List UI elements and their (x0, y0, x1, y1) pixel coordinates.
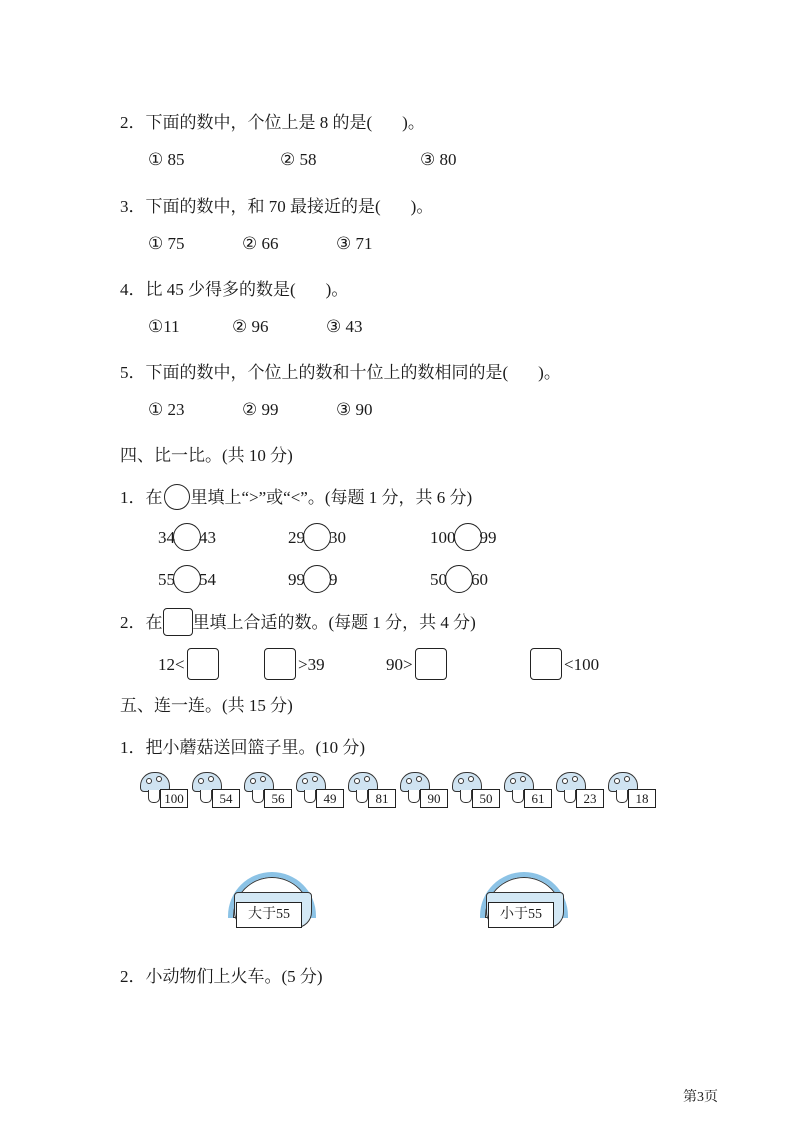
fill-answer-box[interactable] (530, 648, 562, 680)
section-4-part-2: 2．在 里填上合适的数。(每题 1 分，共 4 分) (120, 608, 476, 638)
mushroom-label: 18 (628, 789, 656, 808)
q4-option-3[interactable]: ③ 43 (326, 317, 363, 336)
section-5-part-2: 2．小动物们上火车。(5 分) (120, 967, 323, 986)
page-number: 第3页 (683, 1090, 718, 1105)
mushroom-label: 100 (160, 789, 188, 808)
q4-option-1[interactable]: ①11 (148, 317, 180, 336)
mushroom[interactable] (606, 770, 658, 810)
q2-option-3[interactable]: ③ 80 (420, 150, 457, 169)
mushroom-label: 81 (368, 789, 396, 808)
mushroom-row (138, 770, 662, 810)
compare-item: 50 60 (430, 567, 488, 595)
compare-item: 99 9 (288, 567, 338, 595)
basket-label: 大于55 (236, 902, 302, 928)
compare-item: 55 54 (158, 567, 216, 595)
q5-option-3[interactable]: ③ 90 (336, 400, 373, 419)
mushroom-label: 56 (264, 789, 292, 808)
question-3: 3．下面的数中，和 70 最接近的是( )。 (120, 197, 434, 216)
q4-option-2[interactable]: ② 96 (232, 317, 269, 336)
section-5-part-1: 1．把小蘑菇送回篮子里。(10 分) (120, 738, 366, 757)
compare-answer-circle[interactable] (454, 523, 482, 551)
mushroom-label: 50 (472, 789, 500, 808)
compare-item: 34 43 (158, 525, 216, 553)
q2-option-2[interactable]: ② 58 (280, 150, 317, 169)
fill-item: >39 (262, 650, 325, 682)
compare-answer-circle[interactable] (173, 565, 201, 593)
compare-item: 29 30 (288, 525, 346, 553)
q2-option-1[interactable]: ① 85 (148, 150, 185, 169)
q3-option-2[interactable]: ② 66 (242, 234, 279, 253)
fill-item: 90> (386, 650, 449, 682)
question-5: 5．下面的数中，个位上的数和十位上的数相同的是( )。 (120, 363, 561, 382)
mushroom-label: 49 (316, 789, 344, 808)
mushroom[interactable] (398, 770, 450, 810)
circle-icon (164, 484, 190, 510)
q3-option-1[interactable]: ① 75 (148, 234, 185, 253)
mushroom[interactable] (554, 770, 606, 810)
q5-option-2[interactable]: ② 99 (242, 400, 279, 419)
compare-answer-circle[interactable] (303, 565, 331, 593)
section-4-part-1: 1．在 里填上“>”或“<”。(每题 1 分，共 6 分) (120, 483, 472, 512)
fill-answer-box[interactable] (264, 648, 296, 680)
basket-less[interactable] (478, 872, 574, 940)
section-5-title: 五、连一连。(共 15 分) (120, 696, 293, 715)
square-box-icon (163, 608, 193, 636)
basket-label: 小于55 (488, 902, 554, 928)
question-2: 2．下面的数中，个位上是 8 的是( )。 (120, 113, 425, 132)
fill-item: <100 (528, 650, 599, 682)
question-4: 4．比 45 少得多的数是( )。 (120, 280, 349, 299)
basket-greater[interactable] (226, 872, 322, 940)
compare-answer-circle[interactable] (445, 565, 473, 593)
mushroom[interactable] (190, 770, 242, 810)
fill-answer-box[interactable] (187, 648, 219, 680)
mushroom-label: 23 (576, 789, 604, 808)
mushroom[interactable] (346, 770, 398, 810)
mushroom-label: 90 (420, 789, 448, 808)
mushroom[interactable] (138, 770, 190, 810)
q5-option-1[interactable]: ① 23 (148, 400, 185, 419)
section-4-title: 四、比一比。(共 10 分) (120, 446, 293, 465)
mushroom-label: 54 (212, 789, 240, 808)
fill-answer-box[interactable] (415, 648, 447, 680)
mushroom[interactable] (294, 770, 346, 810)
q3-option-3[interactable]: ③ 71 (336, 234, 373, 253)
fill-item: 12< (158, 650, 221, 682)
compare-answer-circle[interactable] (303, 523, 331, 551)
compare-item: 100 99 (430, 525, 497, 553)
compare-answer-circle[interactable] (173, 523, 201, 551)
mushroom-label: 61 (524, 789, 552, 808)
mushroom[interactable] (242, 770, 294, 810)
mushroom[interactable] (502, 770, 554, 810)
mushroom[interactable] (450, 770, 502, 810)
